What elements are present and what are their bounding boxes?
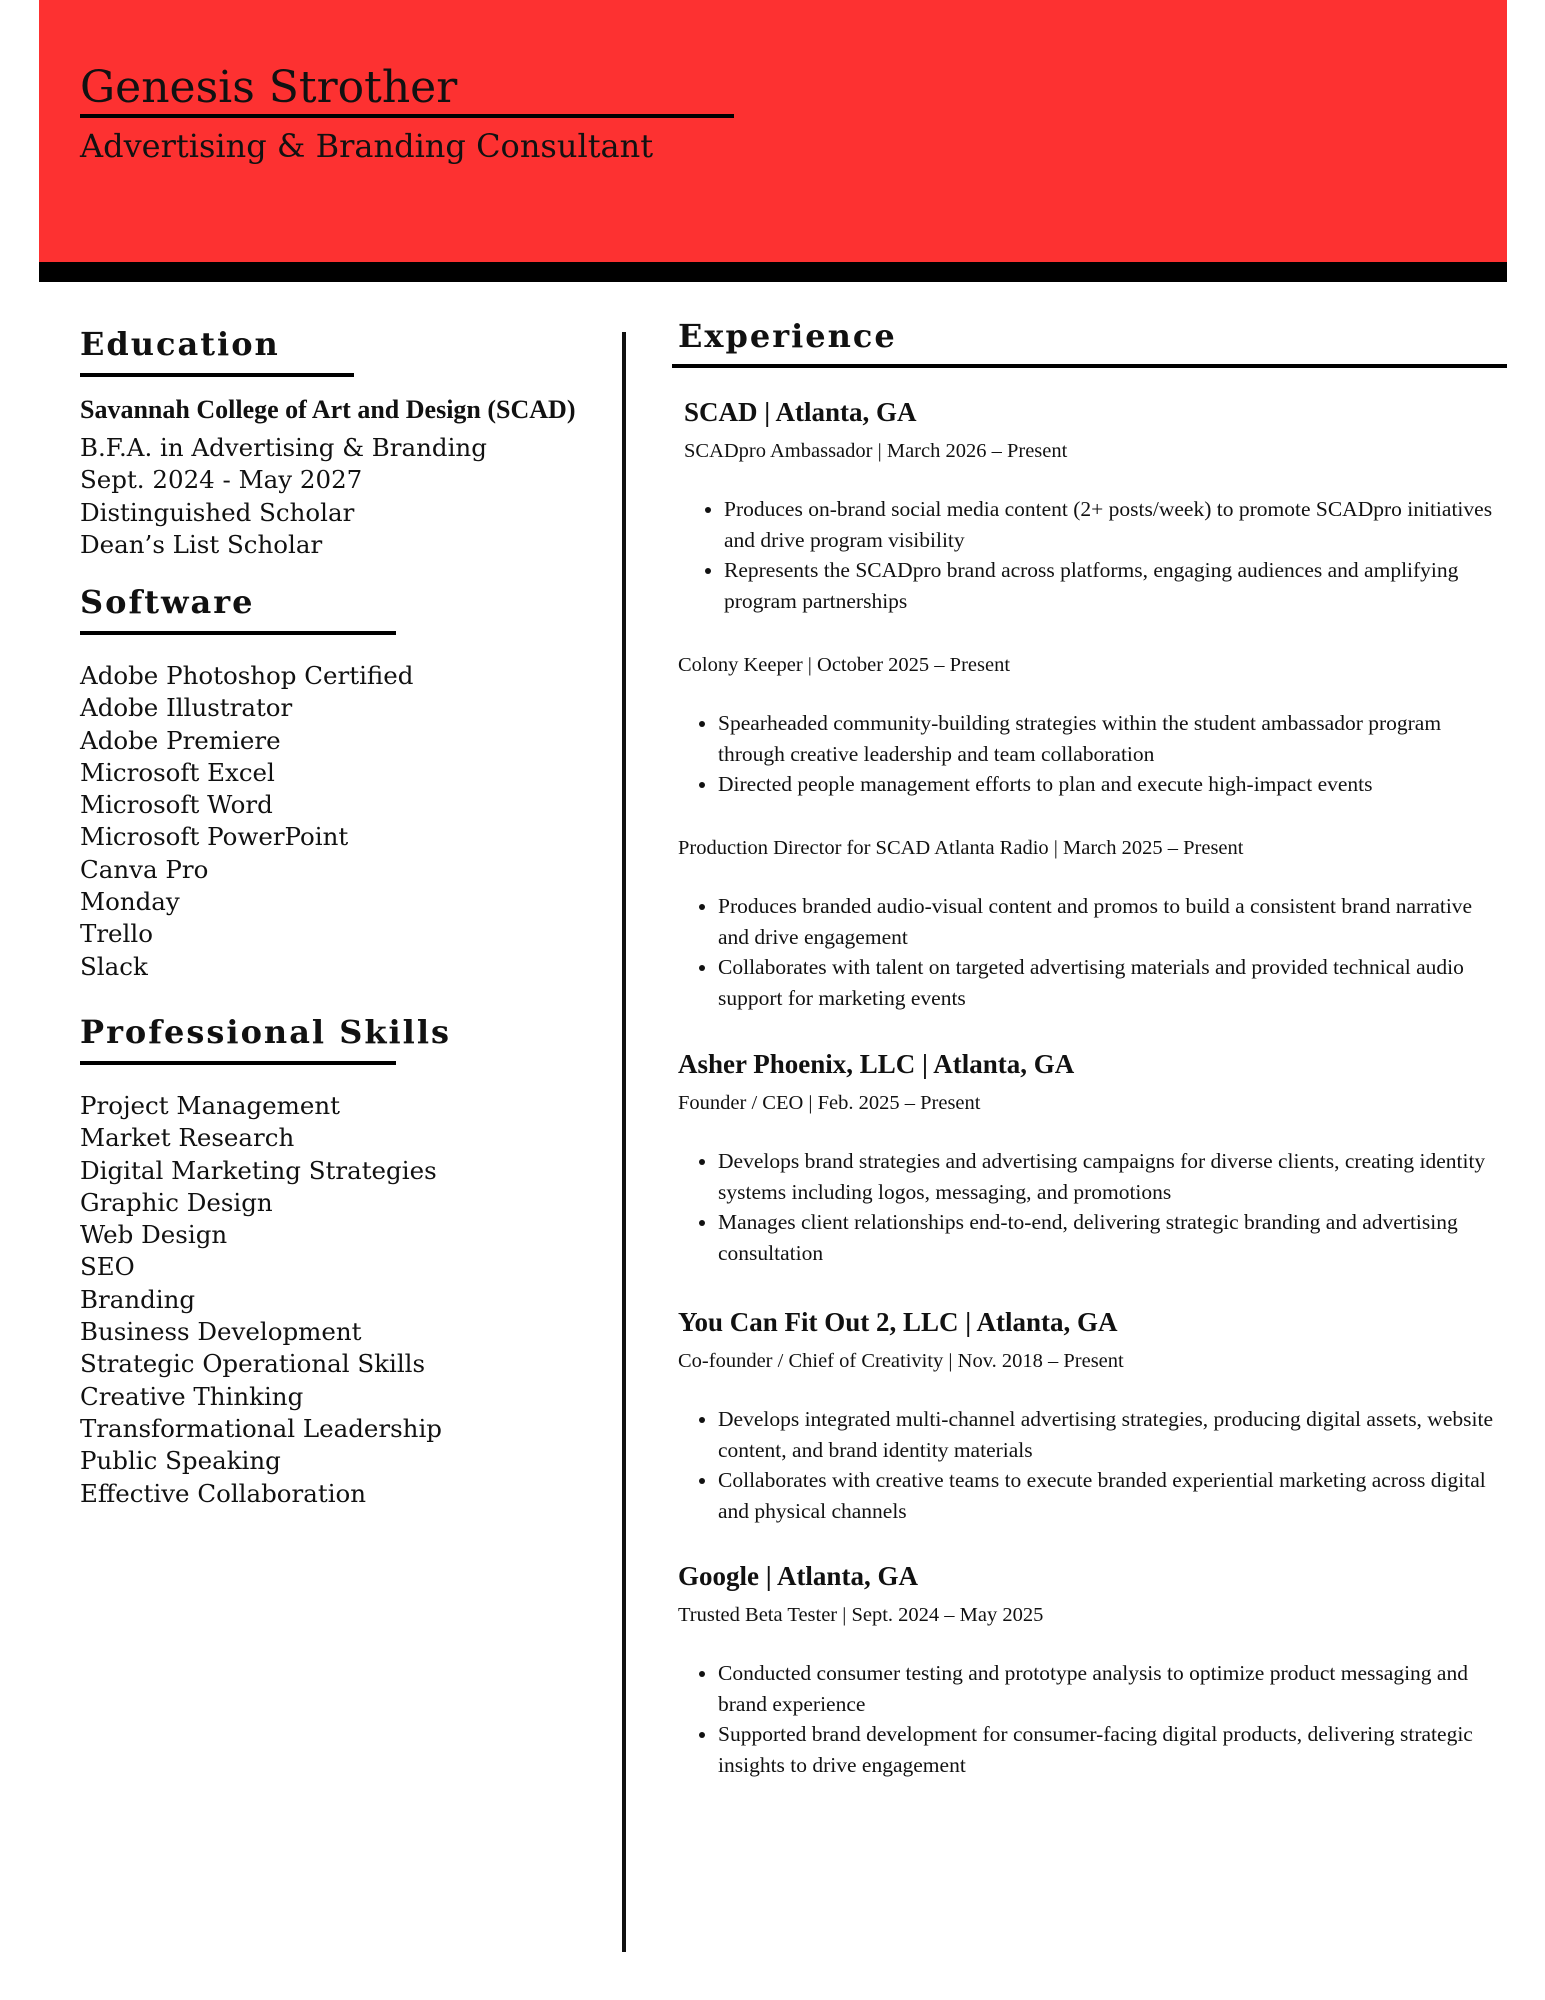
experience-entry-google	[678, 1558, 1498, 1780]
skill-item: Effective Collaboration	[80, 1478, 367, 1508]
skill-item: SEO	[80, 1252, 135, 1282]
skill-item: Branding	[80, 1284, 196, 1314]
role-bullets	[678, 1146, 1498, 1268]
bullet-item: • Supported brand development for consumer-facing digital products, delivering strategic insights to drive engagement	[718, 1719, 1498, 1780]
bullet-item: • Represents the SCADpro brand across platforms, engaging audiences and amplifying program partnerships	[724, 555, 1504, 616]
role-title: Colony Keeper | October 2025 – Present	[678, 654, 1011, 676]
name-underline	[80, 114, 734, 118]
education-degree: B.F.A. in Advertising & Branding	[80, 433, 487, 462]
bullet-item: • Develops brand strategies and advertising campaigns for diverse clients, creating identity systems including logos, messaging, and promotions	[718, 1146, 1498, 1207]
skill-item: Creative Thinking	[80, 1381, 304, 1411]
software-item: Microsoft Word	[80, 790, 273, 820]
role-title: Co-founder / Chief of Creativity | Nov. 2018 – Present	[678, 1350, 1124, 1372]
software-item: Monday	[80, 887, 180, 917]
role-title: Founder / CEO | Feb. 2025 – Present	[678, 1092, 981, 1114]
software-heading: Software	[80, 583, 255, 621]
company-name: You Can Fit Out 2, LLC | Atlanta, GA	[678, 1307, 1118, 1337]
bullet-item: • Collaborates with creative teams to execute branded experiential marketing across digital and physical channels	[718, 1465, 1498, 1526]
skill-item: Graphic Design	[80, 1187, 273, 1217]
education-rule	[80, 373, 354, 377]
experience-role-radio	[678, 833, 1498, 1013]
role-title: Trusted Beta Tester | Sept. 2024 – May 2025	[678, 1604, 1044, 1626]
company-name: Google | Atlanta, GA	[678, 1561, 918, 1591]
role-bullets	[678, 891, 1498, 1013]
software-item: Adobe Illustrator	[80, 693, 293, 723]
education-dates: Sept. 2024 - May 2027	[80, 465, 363, 495]
role-bullets	[678, 1658, 1498, 1780]
header-divider-bar	[39, 262, 1507, 282]
bullet-item: • Collaborates with talent on targeted advertising materials and provided technical audio support for marketing events	[718, 952, 1498, 1013]
software-item: Trello	[80, 919, 153, 949]
skills-heading: Professional Skills	[80, 1013, 451, 1051]
role-bullets	[678, 708, 1498, 800]
software-item: Microsoft Excel	[80, 757, 275, 787]
bullet-item: • Spearheaded community-building strategies within the student ambassador program through creative leadership and team collaboration	[718, 708, 1498, 769]
skill-item: Project Management	[80, 1091, 341, 1120]
bullet-item: • Develops integrated multi-channel advertising strategies, producing digital assets, website content, and brand identity materials	[718, 1404, 1498, 1465]
software-item: Canva Pro	[80, 854, 209, 884]
education-heading: Education	[80, 325, 280, 363]
experience-entry-scad	[684, 394, 1504, 616]
software-item: Microsoft PowerPoint	[80, 822, 349, 852]
skill-item: Web Design	[80, 1220, 228, 1250]
software-item: Adobe Photoshop Certified	[80, 661, 414, 690]
candidate-name: Genesis Strother	[80, 62, 458, 113]
skill-item: Digital Marketing Strategies	[80, 1155, 437, 1185]
experience-rule	[672, 364, 1507, 368]
experience-entry-asher-phoenix	[678, 1046, 1498, 1268]
bullet-item: • Manages client relationships end-to-end, delivering strategic branding and advertising consultation	[718, 1207, 1498, 1268]
company-name: Asher Phoenix, LLC | Atlanta, GA	[678, 1049, 1075, 1079]
experience-entry-you-can-fit-out	[678, 1304, 1498, 1526]
skill-item: Strategic Operational Skills	[80, 1349, 426, 1379]
software-item: Adobe Premiere	[80, 725, 281, 755]
experience-role-colony-keeper	[678, 650, 1498, 800]
skill-item: Business Development	[80, 1317, 362, 1347]
company-name: SCAD | Atlanta, GA	[684, 397, 917, 427]
education-school: Savannah College of Art and Design (SCAD)	[80, 395, 576, 424]
skill-item: Public Speaking	[80, 1446, 281, 1476]
column-divider	[622, 332, 626, 1952]
software-item: Slack	[80, 951, 148, 981]
education-honor: Dean’s List Scholar	[80, 529, 323, 559]
bullet-item: • Conducted consumer testing and prototype analysis to optimize product messaging and brand experience	[718, 1658, 1498, 1719]
role-bullets	[678, 1404, 1498, 1526]
role-bullets	[684, 494, 1504, 616]
software-rule	[80, 631, 396, 635]
education-honor: Distinguished Scholar	[80, 497, 355, 527]
bullet-item: • Produces branded audio-visual content and promos to build a consistent brand narrative and drive engagement	[718, 891, 1498, 952]
skill-item: Market Research	[80, 1123, 295, 1153]
bullet-item: • Directed people management efforts to plan and execute high-impact events	[718, 769, 1498, 800]
role-title: Production Director for SCAD Atlanta Radio | March 2025 – Present	[678, 837, 1244, 859]
bullet-item: • Produces on-brand social media content (2+ posts/week) to promote SCADpro initiatives and drive program visibility	[724, 494, 1504, 555]
skill-item: Transformational Leadership	[80, 1413, 442, 1443]
skills-list	[80, 1090, 442, 1510]
role-title: SCADpro Ambassador | March 2026 – Present	[684, 440, 1068, 462]
experience-heading: Experience	[678, 317, 897, 355]
education-details	[80, 432, 487, 561]
candidate-title: Advertising & Branding Consultant	[80, 127, 654, 165]
skills-rule	[80, 1061, 396, 1065]
software-list	[80, 660, 413, 983]
